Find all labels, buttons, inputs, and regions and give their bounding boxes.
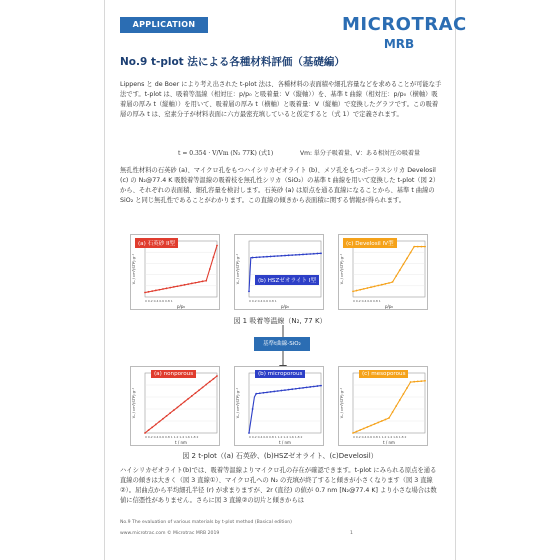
- x-axis-label: p/p₀: [280, 304, 290, 309]
- x-axis-label: t / nm: [279, 440, 291, 445]
- data-point: [159, 289, 161, 291]
- data-point: [216, 245, 218, 247]
- data-point: [410, 381, 412, 383]
- fig2-chart-c: [338, 366, 428, 446]
- fig1-chart-b-plot: [235, 235, 325, 311]
- data-point: [302, 387, 304, 389]
- data-point: [284, 255, 286, 257]
- data-point: [259, 256, 261, 258]
- x-tick-labels: 0 0.2 0.4 0.6 0.8 1: [353, 299, 381, 303]
- data-point: [144, 432, 146, 434]
- data-point: [151, 290, 153, 292]
- data-point: [356, 431, 358, 433]
- data-point: [270, 256, 272, 258]
- equation: t = 0.354 · V/Vm (N₂ 77K) (式1): [178, 150, 274, 157]
- data-point: [424, 246, 426, 248]
- footer-page-number: 1: [350, 531, 353, 536]
- data-point: [177, 285, 179, 287]
- data-point: [363, 428, 365, 430]
- data-point: [266, 256, 268, 258]
- data-point: [370, 425, 372, 427]
- data-point: [320, 385, 322, 387]
- footer-site: www.microtrac.com © Microtrac MRB 2019: [120, 531, 220, 536]
- data-point: [291, 388, 293, 390]
- data-point: [388, 282, 390, 284]
- fig2-chart-b-label: (b) microporous: [255, 370, 305, 378]
- data-point: [417, 381, 419, 383]
- data-point: [162, 288, 164, 290]
- data-point: [202, 387, 204, 389]
- data-point: [169, 412, 171, 414]
- data-point: [202, 280, 204, 282]
- data-point: [173, 286, 175, 288]
- plot-frame: [249, 241, 321, 297]
- data-point: [399, 269, 401, 271]
- fig2-chart-a-label: (a) nonporous: [151, 370, 196, 378]
- data-point: [288, 254, 290, 256]
- fig2-caption: 図 2 t-plot（(a) 石英砂、(b)HSZゼオライト、(c)Develosil）: [182, 452, 378, 460]
- data-point: [263, 392, 265, 394]
- fig2-chart-b-plot: [235, 367, 325, 447]
- reference-t-curve-box: 基準t曲線-SiO₂: [254, 337, 310, 351]
- data-point: [309, 386, 311, 388]
- microtrac-logo: MICROTRAC: [342, 14, 467, 35]
- data-point: [388, 417, 390, 419]
- data-point: [359, 429, 361, 431]
- fig2-chart-c-label: (c) mesoporous: [359, 370, 408, 378]
- x-axis-label: t / nm: [383, 440, 395, 445]
- data-point: [392, 411, 394, 413]
- data-point: [413, 381, 415, 383]
- data-point: [281, 390, 283, 392]
- data-point: [198, 281, 200, 283]
- data-point: [277, 255, 279, 257]
- data-point: [406, 387, 408, 389]
- data-point: [255, 256, 257, 258]
- data-point: [313, 253, 315, 255]
- plot-frame: [249, 373, 321, 433]
- data-point: [295, 388, 297, 390]
- data-point: [180, 404, 182, 406]
- data-point: [216, 375, 218, 377]
- data-point: [413, 246, 415, 248]
- data-point: [352, 291, 354, 293]
- data-point: [248, 291, 250, 293]
- x-tick-labels: 0 0.2 0.4 0.6 0.8 1 1.2 1.4 1.6 1.8 2: [353, 435, 407, 439]
- mrb-logo: [370, 37, 428, 51]
- data-point: [352, 432, 354, 434]
- data-point: [403, 263, 405, 265]
- page-title: No.9 t-plot 法による各種材料評価（基礎編）: [120, 56, 345, 68]
- data-point: [255, 393, 257, 395]
- data-point: [155, 290, 157, 292]
- x-tick-labels: 0 0.2 0.4 0.6 0.8 1 1.2 1.4 1.6 1.8 2: [145, 435, 199, 439]
- data-point: [374, 423, 376, 425]
- data-point: [385, 283, 387, 285]
- equation-note: Vm: 単分子吸着量、V：ある相対圧の吸着量: [300, 150, 420, 157]
- data-point: [151, 426, 153, 428]
- data-point: [367, 287, 369, 289]
- data-point: [191, 283, 193, 285]
- fig2-chart-a-plot: [131, 367, 221, 447]
- data-point: [317, 385, 319, 387]
- application-note-banner: APPLICATION NOTE: [120, 17, 208, 33]
- data-point: [359, 289, 361, 291]
- data-point: [320, 252, 322, 254]
- data-point: [356, 290, 358, 292]
- data-point: [184, 401, 186, 403]
- data-point: [213, 378, 215, 380]
- fig2-chart-b: [234, 366, 324, 446]
- y-axis-label: Vₐ / cm³(STP) g⁻¹: [340, 387, 344, 419]
- data-point: [295, 254, 297, 256]
- data-point: [273, 255, 275, 257]
- x-axis-label: t / nm: [175, 440, 187, 445]
- data-point: [410, 252, 412, 254]
- third-paragraph: ハイシリカゼオライト(b)では、吸着等温線よりマイクロ孔の存在が確認できます。t-plot にみられる原点を通る直線の傾きは大きく（図 3 直線①）、マイクロ孔への N₂ の充填が終了すると傾きが小さくなります（図 3 直線②）。屈曲点から平均細孔半径 (r) が求まりますが、2r (直径) の値が 0.7 nm [N₂@77.4 K] より小さな場合は数値に信憑性がありません。さらに図 3 直線②の切片と傾きからは: [120, 467, 437, 504]
- data-point: [381, 420, 383, 422]
- fig2-chart-c-plot: [339, 367, 429, 447]
- data-point: [187, 283, 189, 285]
- data-point: [306, 253, 308, 255]
- data-point: [291, 254, 293, 256]
- data-point: [288, 389, 290, 391]
- data-point: [313, 386, 315, 388]
- data-point: [169, 287, 171, 289]
- data-point: [213, 256, 215, 258]
- data-point: [173, 409, 175, 411]
- y-axis-label: Vₐ / cm³(STP) g⁻¹: [132, 387, 136, 419]
- data-point: [377, 285, 379, 287]
- x-tick-labels: 0 0.2 0.4 0.6 0.8 1: [145, 299, 173, 303]
- data-point: [306, 387, 308, 389]
- data-point: [385, 419, 387, 421]
- mrb-logo-text: MRB: [383, 37, 415, 51]
- data-point: [381, 284, 383, 286]
- data-point: [309, 253, 311, 255]
- data-point: [266, 391, 268, 393]
- data-point: [155, 424, 157, 426]
- fig1-chart-b: [234, 234, 324, 310]
- data-point: [270, 391, 272, 393]
- data-point: [177, 406, 179, 408]
- data-point: [252, 408, 254, 410]
- data-point: [363, 288, 365, 290]
- series-line: [353, 381, 425, 433]
- fig1-chart-c: [338, 234, 428, 310]
- data-point: [205, 280, 207, 282]
- data-point: [263, 256, 265, 258]
- data-point: [259, 392, 261, 394]
- data-point: [198, 389, 200, 391]
- series-line: [353, 247, 425, 292]
- data-point: [281, 255, 283, 257]
- y-axis-label: Vₐ / cm³(STP) g⁻¹: [236, 387, 240, 419]
- data-point: [417, 246, 419, 248]
- data-point: [284, 389, 286, 391]
- data-point: [377, 422, 379, 424]
- fig1-chart-c-label: (c) Develosil IV型: [343, 238, 397, 248]
- data-point: [299, 254, 301, 256]
- data-point: [395, 275, 397, 277]
- fig2-chart-a: [130, 366, 220, 446]
- x-axis-label: p/p₀: [176, 304, 186, 309]
- y-axis-label: Vₐ / cm³(STP) g⁻¹: [340, 253, 344, 285]
- data-point: [195, 392, 197, 394]
- data-point: [370, 286, 372, 288]
- fig1-chart-a: [130, 234, 220, 310]
- data-point: [166, 287, 168, 289]
- data-point: [180, 285, 182, 287]
- intro-paragraph: Lippens と de Boer により考え出された t-plot 法は、各種材料の表面積や細孔容量などを求めることが可能な手法です。t-plot は、吸着等温線（相対圧：p/p₀ と吸着量：V（縦軸））を、基準 t 曲線（相対圧：p/p₀（横軸）吸着層の厚み t（縦軸））を用いて、吸着層の厚み t（横軸）と吸着量：V（縦軸）で変換したグラフです。この吸着層の厚み t は、窒素分子が材料表面に六方最密充填していると仮定すると（式 1）で定義されます。: [120, 81, 442, 118]
- data-point: [424, 380, 426, 382]
- x-tick-labels: 0 0.2 0.4 0.6 0.8 1: [249, 299, 277, 303]
- data-point: [191, 395, 193, 397]
- x-tick-labels: 0 0.2 0.4 0.6 0.8 1 1.2 1.4 1.6 1.8 2: [249, 435, 303, 439]
- y-axis-label: Vₐ / cm³(STP) g⁻¹: [236, 253, 240, 285]
- data-point: [184, 284, 186, 286]
- data-point: [209, 268, 211, 270]
- data-point: [392, 281, 394, 283]
- data-point: [403, 393, 405, 395]
- data-point: [317, 253, 319, 255]
- data-point: [148, 291, 150, 293]
- fig1-chart-a-label: (a) 石英砂 II型: [135, 238, 178, 248]
- second-paragraph: 無孔性材料の石英砂 (a)、マイクロ孔をもつハイシリカゼオライト (b)、メソ孔をもつポーラスシリカ Develosil (c) の N₂@77.4 K 吸脱着等温線の吸着枝を無孔性シリカ（SiO₂）の基準 t 曲線を用いて変換した t-plot（図 2）から、それぞれの表面積、細孔容量を検討します。石英砂 (a) は原点を通る直線になることから、基準 t 曲線の SiO₂ と同じ無孔性であることがわかります。この直線の傾きから表面積に関する情報が得られます。: [120, 167, 440, 204]
- data-point: [374, 285, 376, 287]
- x-axis-label: p/p₀: [384, 304, 394, 309]
- fig1-caption: 図 1 吸着等温線（N₂, 77 K）: [233, 317, 327, 325]
- data-point: [159, 421, 161, 423]
- data-point: [195, 282, 197, 284]
- data-point: [148, 429, 150, 431]
- data-point: [187, 398, 189, 400]
- data-point: [248, 432, 250, 434]
- data-point: [299, 387, 301, 389]
- data-point: [252, 257, 254, 259]
- data-point: [209, 381, 211, 383]
- data-point: [162, 418, 164, 420]
- data-point: [399, 399, 401, 401]
- data-point: [395, 405, 397, 407]
- data-point: [166, 415, 168, 417]
- data-point: [205, 384, 207, 386]
- data-point: [144, 292, 146, 294]
- footer-note: No.9 The evaluation of various materials by t-plot method (Basical edition): [120, 520, 292, 525]
- y-axis-label: Vₐ / cm³(STP) g⁻¹: [132, 253, 136, 285]
- fig1-chart-b-label: (b) HSZゼオライト I型: [255, 275, 319, 285]
- data-point: [421, 246, 423, 248]
- data-point: [273, 391, 275, 393]
- data-point: [421, 380, 423, 382]
- data-point: [302, 254, 304, 256]
- data-point: [406, 257, 408, 259]
- plot-frame: [145, 241, 217, 297]
- data-point: [367, 426, 369, 428]
- data-point: [277, 390, 279, 392]
